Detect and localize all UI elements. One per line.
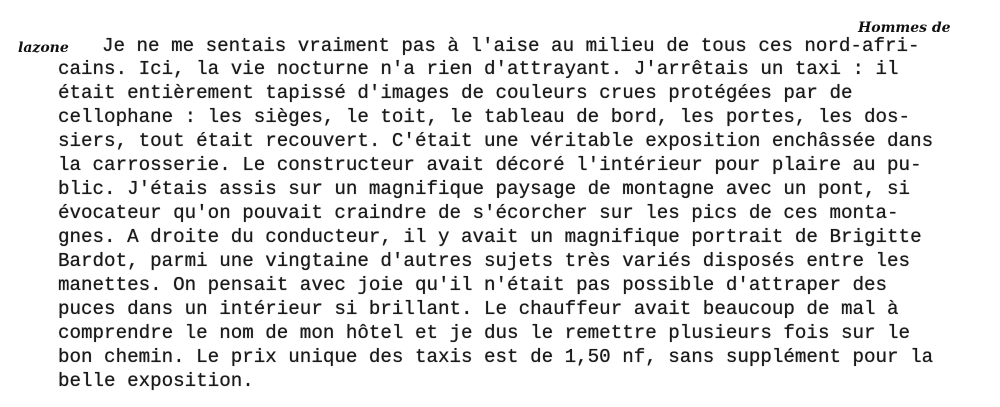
above-line-annotation: Hommes de xyxy=(858,20,951,36)
text-line: cains. Ici, la vie nocturne n'a rien d'attrayant. J'arrêtais un taxi : il xyxy=(58,58,899,80)
text-line: manettes. On pensait avec joie qu'il n'était pas possible d'attraper des xyxy=(58,274,888,296)
text-line: Je ne me sentais vraiment pas à l'aise au milieu de tous ces nord-afri- xyxy=(102,35,920,57)
text-line: belle exposition. xyxy=(58,370,254,392)
text-line: cellophane : les sièges, le toit, le tableau de bord, les portes, les dos- xyxy=(58,106,911,128)
text-line: évocateur qu'on pouvait craindre de s'écorcher sur les pics de ces monta- xyxy=(58,202,899,224)
text-line: Bardot, parmi une vingtaine d'autres sujets très variés disposés entre les xyxy=(58,250,911,272)
text-line: siers, tout était recouvert. C'était une véritable exposition enchâssée dans xyxy=(58,130,934,152)
text-line: bon chemin. Le prix unique des taxis est de 1,50 nf, sans supplément pour la xyxy=(58,346,934,368)
text-line: était entièrement tapissé d'images de couleurs crues protégées par de xyxy=(58,82,853,104)
text-line: la carrosserie. Le constructeur avait décoré l'intérieur pour plaire au pu- xyxy=(58,154,922,176)
margin-annotation: lazone xyxy=(18,40,69,56)
text-line: gnes. A droite du conducteur, il y avait un magnifique portrait de Brigitte xyxy=(58,226,922,248)
text-line: puces dans un intérieur si brillant. Le chauffeur avait beaucoup de mal à xyxy=(58,298,899,320)
text-line: blic. J'étais assis sur un magnifique paysage de montagne avec un pont, si xyxy=(58,178,911,200)
text-line: comprendre le nom de mon hôtel et je dus le remettre plusieurs fois sur le xyxy=(58,322,911,344)
